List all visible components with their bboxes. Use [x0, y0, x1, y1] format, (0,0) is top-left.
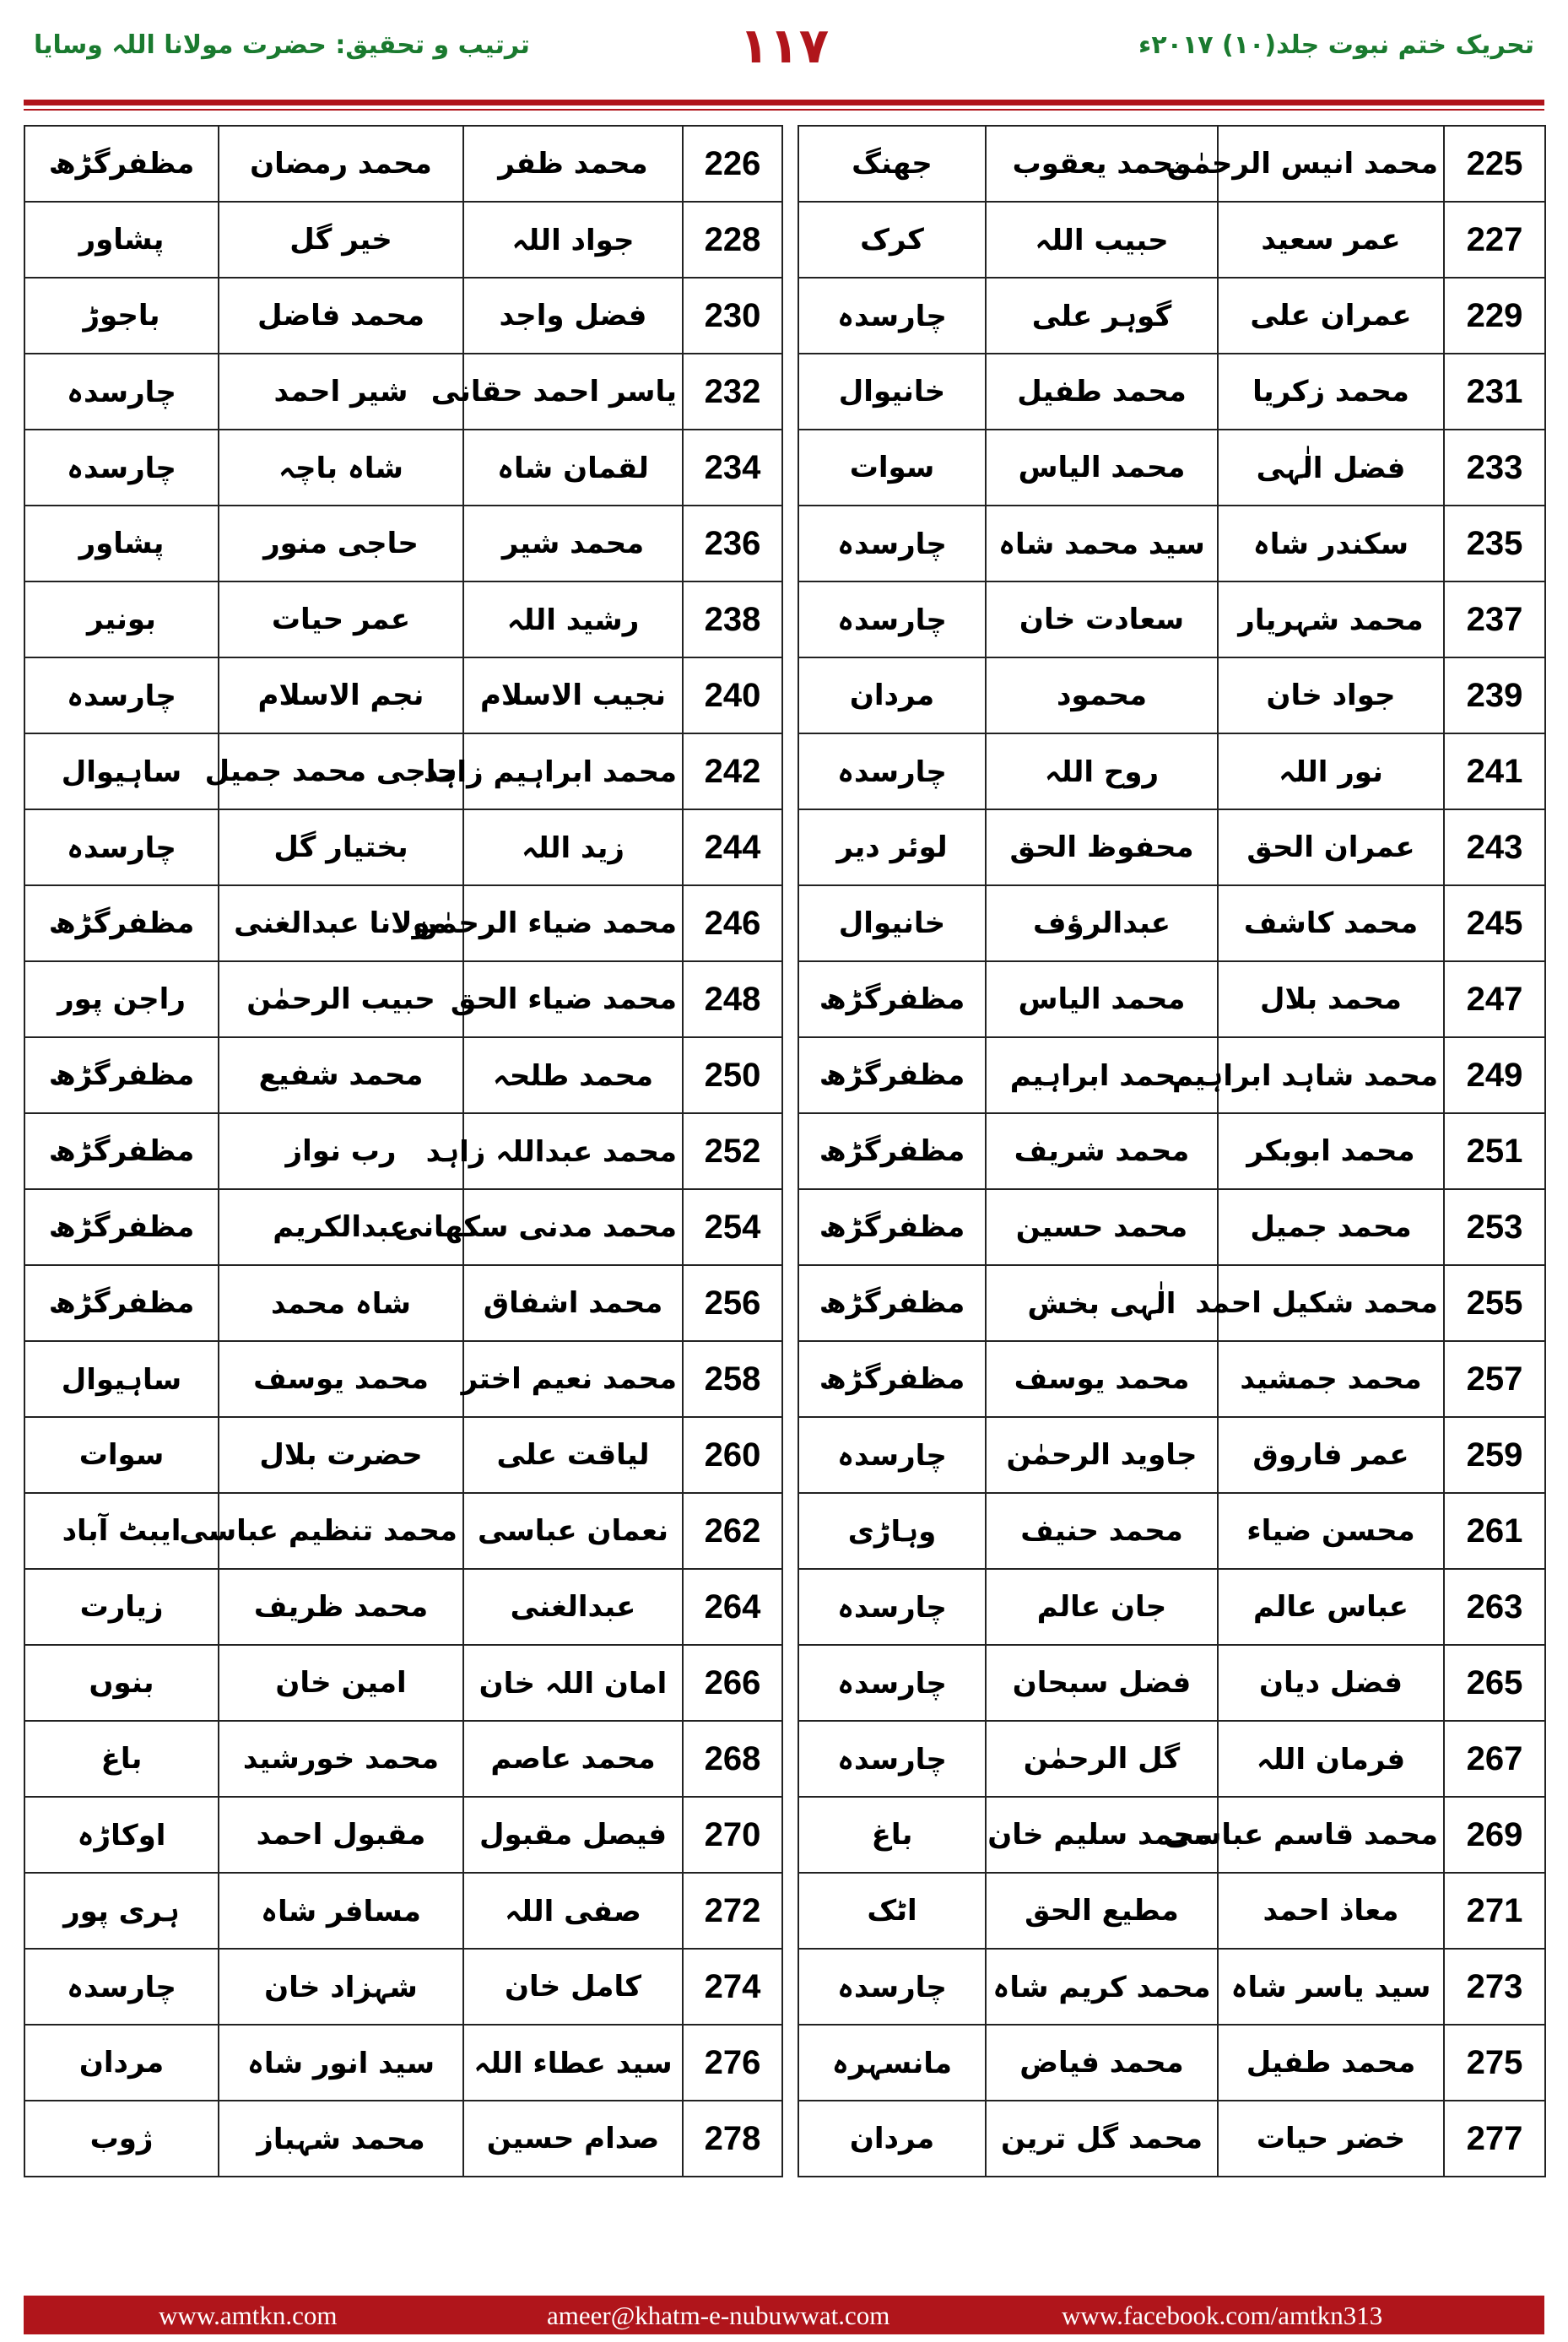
city-cell: پشاور	[24, 506, 219, 581]
name-cell: امان اللہ خان	[463, 1645, 683, 1721]
serial-number-cell: 236	[683, 506, 782, 581]
city-cell: اٹک	[798, 1873, 986, 1949]
serial-number-cell: 241	[1444, 733, 1545, 809]
father-name-cell: شیر احمد	[219, 354, 463, 430]
father-name-cell: جاوید الرحمٰن	[986, 1417, 1218, 1493]
serial-number-cell: 257	[1444, 1341, 1545, 1417]
city-cell: ایبٹ آباد	[24, 1493, 219, 1569]
name-cell: عمر سعید	[1218, 202, 1444, 278]
father-name-cell: سید محمد شاہ	[986, 506, 1218, 581]
name-cell: محمد طلحہ	[463, 1037, 683, 1113]
city-cell: چارسدہ	[24, 657, 219, 733]
serial-number-cell: 253	[1444, 1189, 1545, 1265]
table-row	[24, 885, 782, 961]
right-table	[798, 125, 1546, 2177]
name-cell: محمد انیس الرحمٰن	[1218, 126, 1444, 202]
name-cell: نجیب الاسلام	[463, 657, 683, 733]
left-table-body	[24, 126, 782, 2177]
father-name-cell: خیر گل	[219, 202, 463, 278]
name-cell: فیصل مقبول	[463, 1797, 683, 1873]
father-name-cell: محمد شہباز	[219, 2101, 463, 2177]
compiler-credit: ترتیب و تحقیق: حضرت مولانا اللہ وسایا	[34, 30, 530, 60]
serial-number-cell: 245	[1444, 885, 1545, 961]
table-row	[798, 1721, 1545, 1797]
name-cell: فضل واجد	[463, 278, 683, 354]
father-name-cell: سید انور شاہ	[219, 2025, 463, 2101]
father-name-cell: حبیب اللہ	[986, 202, 1218, 278]
table-row	[24, 1189, 782, 1265]
serial-number-cell: 275	[1444, 2025, 1545, 2101]
city-cell: چارسدہ	[798, 1645, 986, 1721]
table-row	[798, 430, 1545, 506]
page-number: ۱۱۷	[738, 17, 830, 74]
father-name-cell: محمد خورشید	[219, 1721, 463, 1797]
table-row	[798, 1493, 1545, 1569]
father-name-cell: محمد فیاض	[986, 2025, 1218, 2101]
table-row	[798, 733, 1545, 809]
city-cell: مردان	[24, 2025, 219, 2101]
name-cell: سید یاسر شاہ	[1218, 1949, 1444, 2025]
city-cell: خانیوال	[798, 354, 986, 430]
table-row	[798, 885, 1545, 961]
father-name-cell: محمد رمضان	[219, 126, 463, 202]
city-cell: چارسدہ	[24, 430, 219, 506]
name-cell: محمد عبداللہ زاہد	[463, 1113, 683, 1189]
father-name-cell: شہزاد خان	[219, 1949, 463, 2025]
city-cell: باغ	[798, 1797, 986, 1873]
father-name-cell: محمد یوسف	[986, 1341, 1218, 1417]
name-cell: فرمان اللہ	[1218, 1721, 1444, 1797]
city-cell: چارسدہ	[798, 733, 986, 809]
name-cell: سکندر شاہ	[1218, 506, 1444, 581]
city-cell: باجوڑ	[24, 278, 219, 354]
name-cell: محمد کاشف	[1218, 885, 1444, 961]
city-cell: چارسدہ	[798, 581, 986, 657]
city-cell: چارسدہ	[24, 1949, 219, 2025]
register-tables	[24, 125, 1544, 2287]
serial-number-cell: 248	[683, 961, 782, 1037]
father-name-cell: سعادت خان	[986, 581, 1218, 657]
name-cell: یاسر احمد حقانی	[463, 354, 683, 430]
table-row	[798, 1797, 1545, 1873]
father-name-cell: محمد شفیع	[219, 1037, 463, 1113]
father-name-cell: جان عالم	[986, 1569, 1218, 1645]
serial-number-cell: 263	[1444, 1569, 1545, 1645]
city-cell: لوئر دیر	[798, 809, 986, 885]
table-row	[24, 1417, 782, 1493]
name-cell: محسن ضیاء	[1218, 1493, 1444, 1569]
father-name-cell: فضل سبحان	[986, 1645, 1218, 1721]
city-cell: چارسدہ	[798, 1721, 986, 1797]
table-row	[24, 430, 782, 506]
serial-number-cell: 267	[1444, 1721, 1545, 1797]
name-cell: عبدالغنی	[463, 1569, 683, 1645]
name-cell: لیاقت علی	[463, 1417, 683, 1493]
table-row	[24, 1569, 782, 1645]
book-title: تحریک ختم نبوت جلد(۱۰) ۲۰۱۷ء	[1138, 30, 1534, 60]
serial-number-cell: 255	[1444, 1265, 1545, 1341]
name-cell: محمد شہریار	[1218, 581, 1444, 657]
name-cell: عمران علی	[1218, 278, 1444, 354]
table-row	[24, 1493, 782, 1569]
father-name-cell: حبیب الرحمٰن	[219, 961, 463, 1037]
city-cell: مظفرگڑھ	[24, 1189, 219, 1265]
city-cell: بنوں	[24, 1645, 219, 1721]
city-cell: مظفرگڑھ	[798, 1265, 986, 1341]
serial-number-cell: 249	[1444, 1037, 1545, 1113]
table-row	[24, 1113, 782, 1189]
father-name-cell: محمد ظریف	[219, 1569, 463, 1645]
city-cell: اوکاڑہ	[24, 1797, 219, 1873]
table-row	[24, 1341, 782, 1417]
name-cell: محمد اشفاق	[463, 1265, 683, 1341]
name-cell: محمد شیر	[463, 506, 683, 581]
father-name-cell: حضرت بلال	[219, 1417, 463, 1493]
city-cell: مظفرگڑھ	[798, 1113, 986, 1189]
father-name-cell: نجم الاسلام	[219, 657, 463, 733]
table-row	[798, 354, 1545, 430]
table-row	[24, 1721, 782, 1797]
table-row	[798, 1265, 1545, 1341]
name-cell: محمد ضیاء الرحمٰن	[463, 885, 683, 961]
table-row	[798, 809, 1545, 885]
serial-number-cell: 237	[1444, 581, 1545, 657]
father-name-cell: محمد حنیف	[986, 1493, 1218, 1569]
table-row	[24, 1949, 782, 2025]
name-cell: خضر حیات	[1218, 2101, 1444, 2177]
serial-number-cell: 276	[683, 2025, 782, 2101]
father-name-cell: روح اللہ	[986, 733, 1218, 809]
name-cell: محمد زکریا	[1218, 354, 1444, 430]
table-row	[24, 1265, 782, 1341]
serial-number-cell: 235	[1444, 506, 1545, 581]
father-name-cell: بختیار گل	[219, 809, 463, 885]
city-cell: خانیوال	[798, 885, 986, 961]
father-name-cell: محمد یوسف	[219, 1341, 463, 1417]
father-name-cell: حاجی محمد جمیل	[219, 733, 463, 809]
table-row	[24, 354, 782, 430]
serial-number-cell: 268	[683, 1721, 782, 1797]
table-row	[798, 1037, 1545, 1113]
serial-number-cell: 269	[1444, 1797, 1545, 1873]
serial-number-cell: 228	[683, 202, 782, 278]
serial-number-cell: 250	[683, 1037, 782, 1113]
name-cell: محمد ابوبکر	[1218, 1113, 1444, 1189]
table-row	[798, 2101, 1545, 2177]
page-footer	[24, 2296, 1544, 2334]
name-cell: رشید اللہ	[463, 581, 683, 657]
father-name-cell: گل الرحمٰن	[986, 1721, 1218, 1797]
table-row	[798, 278, 1545, 354]
city-cell: چارسدہ	[798, 1417, 986, 1493]
name-cell: محمد بلال	[1218, 961, 1444, 1037]
serial-number-cell: 256	[683, 1265, 782, 1341]
name-cell: محمد شکیل احمد	[1218, 1265, 1444, 1341]
serial-number-cell: 243	[1444, 809, 1545, 885]
table-row	[798, 126, 1545, 202]
father-name-cell: محمد الیاس	[986, 430, 1218, 506]
table-row	[798, 1417, 1545, 1493]
father-name-cell: محمد سلیم خان	[986, 1797, 1218, 1873]
page-header	[0, 0, 1568, 105]
father-name-cell: محمد یعقوب	[986, 126, 1218, 202]
table-row	[24, 581, 782, 657]
father-name-cell: عبدالرؤف	[986, 885, 1218, 961]
city-cell: زیارت	[24, 1569, 219, 1645]
city-cell: مظفرگڑھ	[24, 1113, 219, 1189]
city-cell: مردان	[798, 2101, 986, 2177]
father-name-cell: رب نواز	[219, 1113, 463, 1189]
email-link[interactable]: ameer@khatm-e-nubuwwat.com	[547, 2301, 890, 2330]
table-row	[24, 657, 782, 733]
serial-number-cell: 260	[683, 1417, 782, 1493]
name-cell: لقمان شاہ	[463, 430, 683, 506]
father-name-cell: محمد ابراہیم	[986, 1037, 1218, 1113]
right-table-body	[798, 126, 1545, 2177]
name-cell: محمد طفیل	[1218, 2025, 1444, 2101]
name-cell: محمد شاہد ابراہیم	[1218, 1037, 1444, 1113]
father-name-cell: مسافر شاہ	[219, 1873, 463, 1949]
father-name-cell: مطیع الحق	[986, 1873, 1218, 1949]
table-row	[798, 1949, 1545, 2025]
serial-number-cell: 247	[1444, 961, 1545, 1037]
table-row	[24, 1645, 782, 1721]
father-name-cell: محمد شریف	[986, 1113, 1218, 1189]
table-row	[798, 1113, 1545, 1189]
serial-number-cell: 274	[683, 1949, 782, 2025]
serial-number-cell: 233	[1444, 430, 1545, 506]
city-cell: بونیر	[24, 581, 219, 657]
name-cell: محمد مدنی سکھانی	[463, 1189, 683, 1265]
serial-number-cell: 271	[1444, 1873, 1545, 1949]
name-cell: عباس عالم	[1218, 1569, 1444, 1645]
city-cell: مظفرگڑھ	[24, 1037, 219, 1113]
father-name-cell: محمد حسین	[986, 1189, 1218, 1265]
city-cell: جھنگ	[798, 126, 986, 202]
serial-number-cell: 226	[683, 126, 782, 202]
city-cell: چارسدہ	[24, 809, 219, 885]
name-cell: صدام حسین	[463, 2101, 683, 2177]
father-name-cell: الٰہی بخش	[986, 1265, 1218, 1341]
serial-number-cell: 277	[1444, 2101, 1545, 2177]
name-cell: محمد عاصم	[463, 1721, 683, 1797]
father-name-cell: مولانا عبدالغنی	[219, 885, 463, 961]
serial-number-cell: 225	[1444, 126, 1545, 202]
website-link[interactable]: www.amtkn.com	[159, 2301, 338, 2330]
name-cell: محمد ظفر	[463, 126, 683, 202]
name-cell: عمران الحق	[1218, 809, 1444, 885]
name-cell: صفی اللہ	[463, 1873, 683, 1949]
table-row	[798, 202, 1545, 278]
name-cell: زید اللہ	[463, 809, 683, 885]
serial-number-cell: 278	[683, 2101, 782, 2177]
father-name-cell: محمد کریم شاہ	[986, 1949, 1218, 2025]
name-cell: محمد ضیاء الحق	[463, 961, 683, 1037]
serial-number-cell: 252	[683, 1113, 782, 1189]
serial-number-cell: 262	[683, 1493, 782, 1569]
table-row	[24, 2101, 782, 2177]
serial-number-cell: 240	[683, 657, 782, 733]
serial-number-cell: 264	[683, 1569, 782, 1645]
serial-number-cell: 242	[683, 733, 782, 809]
table-row	[798, 1341, 1545, 1417]
father-name-cell: محمد فاضل	[219, 278, 463, 354]
serial-number-cell: 254	[683, 1189, 782, 1265]
table-row	[24, 1797, 782, 1873]
city-cell: چارسدہ	[798, 1949, 986, 2025]
facebook-link[interactable]: www.facebook.com/amtkn313	[1062, 2301, 1383, 2330]
serial-number-cell: 230	[683, 278, 782, 354]
father-name-cell: عبدالکریم	[219, 1189, 463, 1265]
city-cell: مردان	[798, 657, 986, 733]
name-cell: عمر فاروق	[1218, 1417, 1444, 1493]
header-rule-thick	[24, 100, 1544, 105]
city-cell: ہری پور	[24, 1873, 219, 1949]
father-name-cell: محمود	[986, 657, 1218, 733]
table-row	[24, 1037, 782, 1113]
father-name-cell: محمد الیاس	[986, 961, 1218, 1037]
father-name-cell: شاہ محمد	[219, 1265, 463, 1341]
name-cell: محمد نعیم اختر	[463, 1341, 683, 1417]
table-row	[798, 2025, 1545, 2101]
father-name-cell: امین خان	[219, 1645, 463, 1721]
table-row	[798, 581, 1545, 657]
city-cell: ساہیوال	[24, 733, 219, 809]
city-cell: مظفرگڑھ	[798, 961, 986, 1037]
name-cell: محمد ابراہیم زاہد	[463, 733, 683, 809]
city-cell: مظفرگڑھ	[798, 1341, 986, 1417]
city-cell: چارسدہ	[798, 1569, 986, 1645]
table-row	[24, 506, 782, 581]
father-name-cell: عمر حیات	[219, 581, 463, 657]
city-cell: چارسدہ	[798, 506, 986, 581]
serial-number-cell: 239	[1444, 657, 1545, 733]
name-cell: معاذ احمد	[1218, 1873, 1444, 1949]
serial-number-cell: 231	[1444, 354, 1545, 430]
city-cell: مظفرگڑھ	[24, 885, 219, 961]
table-row	[798, 1873, 1545, 1949]
city-cell: کرک	[798, 202, 986, 278]
table-row	[24, 202, 782, 278]
city-cell: چارسدہ	[24, 354, 219, 430]
serial-number-cell: 261	[1444, 1493, 1545, 1569]
serial-number-cell: 234	[683, 430, 782, 506]
father-name-cell: گوہر علی	[986, 278, 1218, 354]
city-cell: ژوب	[24, 2101, 219, 2177]
father-name-cell: محمد تنظیم عباسی	[219, 1493, 463, 1569]
table-row	[24, 961, 782, 1037]
city-cell: ساہیوال	[24, 1341, 219, 1417]
serial-number-cell: 246	[683, 885, 782, 961]
city-cell: سوات	[798, 430, 986, 506]
name-cell: محمد جمیل	[1218, 1189, 1444, 1265]
father-name-cell: محمد گل ترین	[986, 2101, 1218, 2177]
left-table	[24, 125, 783, 2177]
city-cell: باغ	[24, 1721, 219, 1797]
table-row	[24, 809, 782, 885]
name-cell: جواد خان	[1218, 657, 1444, 733]
name-cell: فضل الٰہی	[1218, 430, 1444, 506]
serial-number-cell: 265	[1444, 1645, 1545, 1721]
table-row	[798, 1645, 1545, 1721]
father-name-cell: محمد طفیل	[986, 354, 1218, 430]
table-row	[798, 506, 1545, 581]
serial-number-cell: 270	[683, 1797, 782, 1873]
table-row	[24, 126, 782, 202]
table-row	[798, 1569, 1545, 1645]
serial-number-cell: 273	[1444, 1949, 1545, 2025]
name-cell: کامل خان	[463, 1949, 683, 2025]
city-cell: مظفرگڑھ	[24, 126, 219, 202]
name-cell: نعمان عباسی	[463, 1493, 683, 1569]
city-cell: مظفرگڑھ	[798, 1189, 986, 1265]
table-row	[798, 1189, 1545, 1265]
name-cell: محمد قاسم عباسی	[1218, 1797, 1444, 1873]
table-row	[24, 2025, 782, 2101]
father-name-cell: حاجی منور	[219, 506, 463, 581]
name-cell: سید عطاء اللہ	[463, 2025, 683, 2101]
serial-number-cell: 232	[683, 354, 782, 430]
city-cell: مظفرگڑھ	[24, 1265, 219, 1341]
serial-number-cell: 272	[683, 1873, 782, 1949]
name-cell: فضل دیان	[1218, 1645, 1444, 1721]
header-rule-thin	[24, 109, 1544, 111]
table-row	[24, 733, 782, 809]
city-cell: مانسہرہ	[798, 2025, 986, 2101]
table-row	[798, 657, 1545, 733]
serial-number-cell: 238	[683, 581, 782, 657]
city-cell: پشاور	[24, 202, 219, 278]
name-cell: محمد جمشید	[1218, 1341, 1444, 1417]
city-cell: وہاڑی	[798, 1493, 986, 1569]
serial-number-cell: 258	[683, 1341, 782, 1417]
name-cell: نور اللہ	[1218, 733, 1444, 809]
city-cell: سوات	[24, 1417, 219, 1493]
city-cell: چارسدہ	[798, 278, 986, 354]
table-row	[24, 1873, 782, 1949]
serial-number-cell: 244	[683, 809, 782, 885]
father-name-cell: محفوظ الحق	[986, 809, 1218, 885]
father-name-cell: مقبول احمد	[219, 1797, 463, 1873]
name-cell: جواد اللہ	[463, 202, 683, 278]
serial-number-cell: 266	[683, 1645, 782, 1721]
serial-number-cell: 251	[1444, 1113, 1545, 1189]
serial-number-cell: 227	[1444, 202, 1545, 278]
father-name-cell: شاہ باچہ	[219, 430, 463, 506]
serial-number-cell: 229	[1444, 278, 1545, 354]
table-row	[24, 278, 782, 354]
city-cell: مظفرگڑھ	[798, 1037, 986, 1113]
city-cell: راجن پور	[24, 961, 219, 1037]
table-row	[798, 961, 1545, 1037]
serial-number-cell: 259	[1444, 1417, 1545, 1493]
